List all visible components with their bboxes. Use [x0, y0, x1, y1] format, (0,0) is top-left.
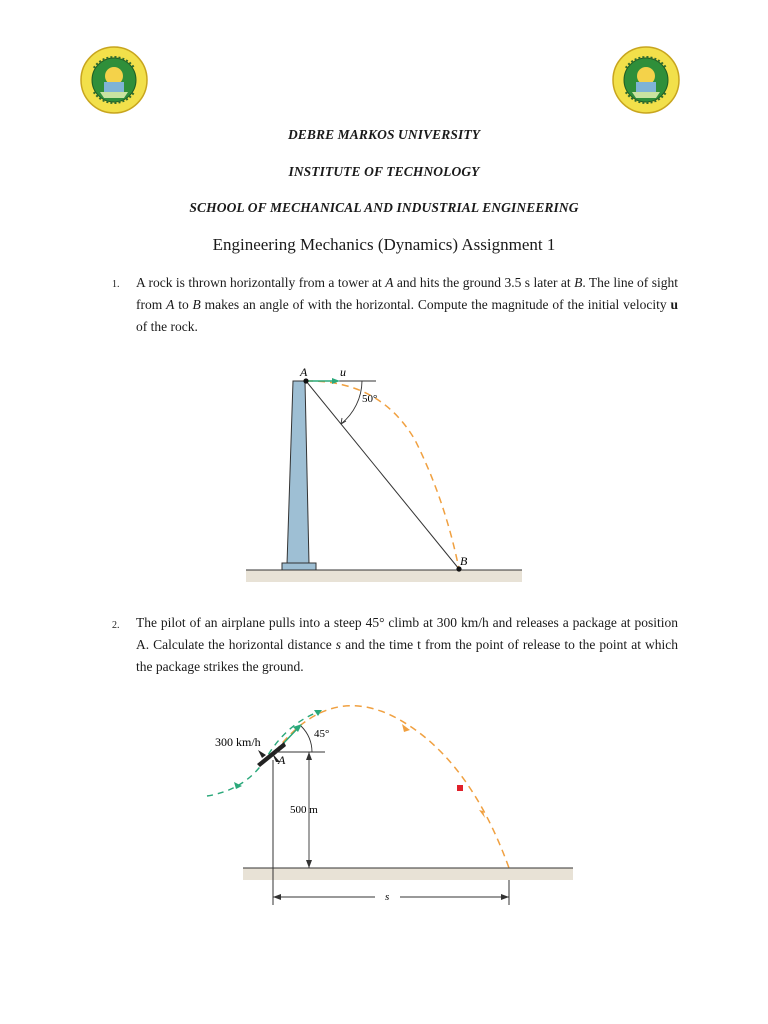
school-name: SCHOOL OF MECHANICAL AND INDUSTRIAL ENGINEERING — [189, 200, 579, 215]
label-angle: 45° — [314, 728, 330, 740]
package-trajectory — [275, 706, 509, 868]
label-angle: 50° — [362, 393, 378, 405]
label-speed: 300 km/h — [215, 735, 261, 749]
label-b: B — [460, 554, 468, 568]
question-1-number: 1. — [112, 279, 120, 290]
question-2-text: The pilot of an airplane pulls into a steep 45° climb at 300 km/h and releases a package at position A. Calculate the horizontal distance s and the time t from the point of release to the point at which the package strikes the ground. — [136, 615, 678, 674]
angle-arc — [301, 726, 312, 752]
figure-airplane-package — [200, 700, 580, 910]
package-marker — [457, 785, 463, 791]
label-u: u — [340, 365, 346, 379]
angle-arc — [341, 381, 362, 424]
label-a: A — [300, 365, 308, 379]
figure-tower-projectile — [240, 360, 530, 585]
label-a: A — [278, 753, 286, 767]
line-of-sight — [306, 381, 459, 569]
university-name: DEBRE MARKOS UNIVERSITY — [287, 127, 481, 142]
question-2-number: 2. — [112, 620, 120, 631]
tower — [287, 381, 309, 564]
label-s: s — [385, 891, 390, 903]
label-height: 500 m — [290, 804, 318, 816]
university-logo-left — [80, 46, 148, 114]
university-logo-right — [612, 46, 680, 114]
point-a — [303, 378, 308, 383]
ground — [243, 868, 573, 880]
tower-base — [282, 563, 316, 570]
assignment-title: Engineering Mechanics (Dynamics) Assignment 1 — [212, 235, 556, 254]
institute-name: INSTITUTE OF TECHNOLOGY — [288, 164, 480, 179]
question-1-text: A rock is thrown horizontally from a tower at A and hits the ground 3.5 s later at B. The line of sight from A to B makes an angle of with the horizontal. Compute the magnitude of the initial velocity u of the rock. — [136, 275, 678, 334]
ground — [246, 570, 522, 582]
